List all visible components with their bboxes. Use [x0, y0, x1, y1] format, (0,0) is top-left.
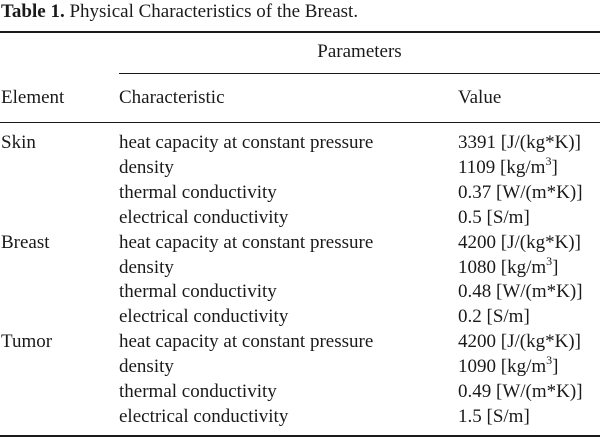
value-cell — [458, 153, 558, 179]
table-bottom-rule — [0, 435, 600, 437]
characteristic-cell: electrical conductivity — [119, 406, 289, 427]
parameters-group-header: Parameters — [317, 41, 402, 62]
value-cell — [458, 281, 583, 303]
characteristic-cell: density — [119, 356, 174, 377]
value-superscript: 3 — [545, 153, 552, 168]
column-header-element: Element — [1, 87, 65, 108]
value-cell — [458, 381, 583, 403]
value-cell — [458, 306, 530, 328]
value-text: 3391 [J/(kg*K)] — [458, 132, 581, 153]
value-text: 0.2 [S/m] — [458, 306, 530, 327]
value-text: 1.5 [S/m] — [458, 406, 530, 427]
parameters-underline — [119, 73, 600, 74]
characteristic-cell: heat capacity at constant pressure — [119, 132, 374, 153]
header-bottom-rule — [0, 122, 600, 123]
characteristic-cell: heat capacity at constant pressure — [119, 232, 374, 253]
value-text-end: ] — [552, 356, 559, 377]
value-superscript: 3 — [546, 253, 553, 268]
column-header-value: Value — [458, 87, 502, 108]
value-text: 1109 [kg/m — [458, 157, 546, 178]
characteristic-cell: density — [119, 257, 174, 278]
value-text: 1090 [kg/m — [458, 356, 547, 377]
value-cell — [458, 182, 583, 204]
element-label: Breast — [1, 232, 50, 253]
value-cell — [458, 232, 581, 254]
table-caption-label: Table 1. — [1, 1, 65, 22]
value-text: 1080 [kg/m — [458, 257, 547, 278]
characteristic-cell: density — [119, 157, 174, 178]
value-text: 0.37 [W/(m*K)] — [458, 182, 583, 203]
characteristic-cell: thermal conductivity — [119, 281, 277, 302]
value-text: 0.5 [S/m] — [458, 207, 530, 228]
column-header-characteristic: Characteristic — [119, 87, 225, 108]
characteristic-cell: thermal conductivity — [119, 182, 277, 203]
value-cell — [458, 331, 581, 353]
value-text: 0.48 [W/(m*K)] — [458, 281, 583, 302]
value-cell — [458, 207, 530, 229]
value-cell — [458, 406, 530, 428]
characteristic-cell: thermal conductivity — [119, 381, 277, 402]
value-superscript: 3 — [546, 352, 553, 367]
value-cell — [458, 253, 559, 279]
element-label: Tumor — [1, 331, 53, 352]
value-text: 4200 [J/(kg*K)] — [458, 331, 581, 352]
value-cell — [458, 352, 559, 378]
element-label: Skin — [1, 132, 36, 153]
characteristic-cell: electrical conductivity — [119, 306, 289, 327]
table-caption-text: Physical Characteristics of the Breast. — [64, 1, 359, 22]
table-top-rule — [0, 31, 600, 33]
value-text: 4200 [J/(kg*K)] — [458, 232, 581, 253]
value-cell — [458, 132, 581, 154]
value-text: 0.49 [W/(m*K)] — [458, 381, 583, 402]
characteristic-cell: electrical conductivity — [119, 207, 289, 228]
value-text-end: ] — [551, 157, 558, 178]
table-caption — [1, 0, 358, 24]
value-text-end: ] — [552, 257, 559, 278]
characteristic-cell: heat capacity at constant pressure — [119, 331, 374, 352]
